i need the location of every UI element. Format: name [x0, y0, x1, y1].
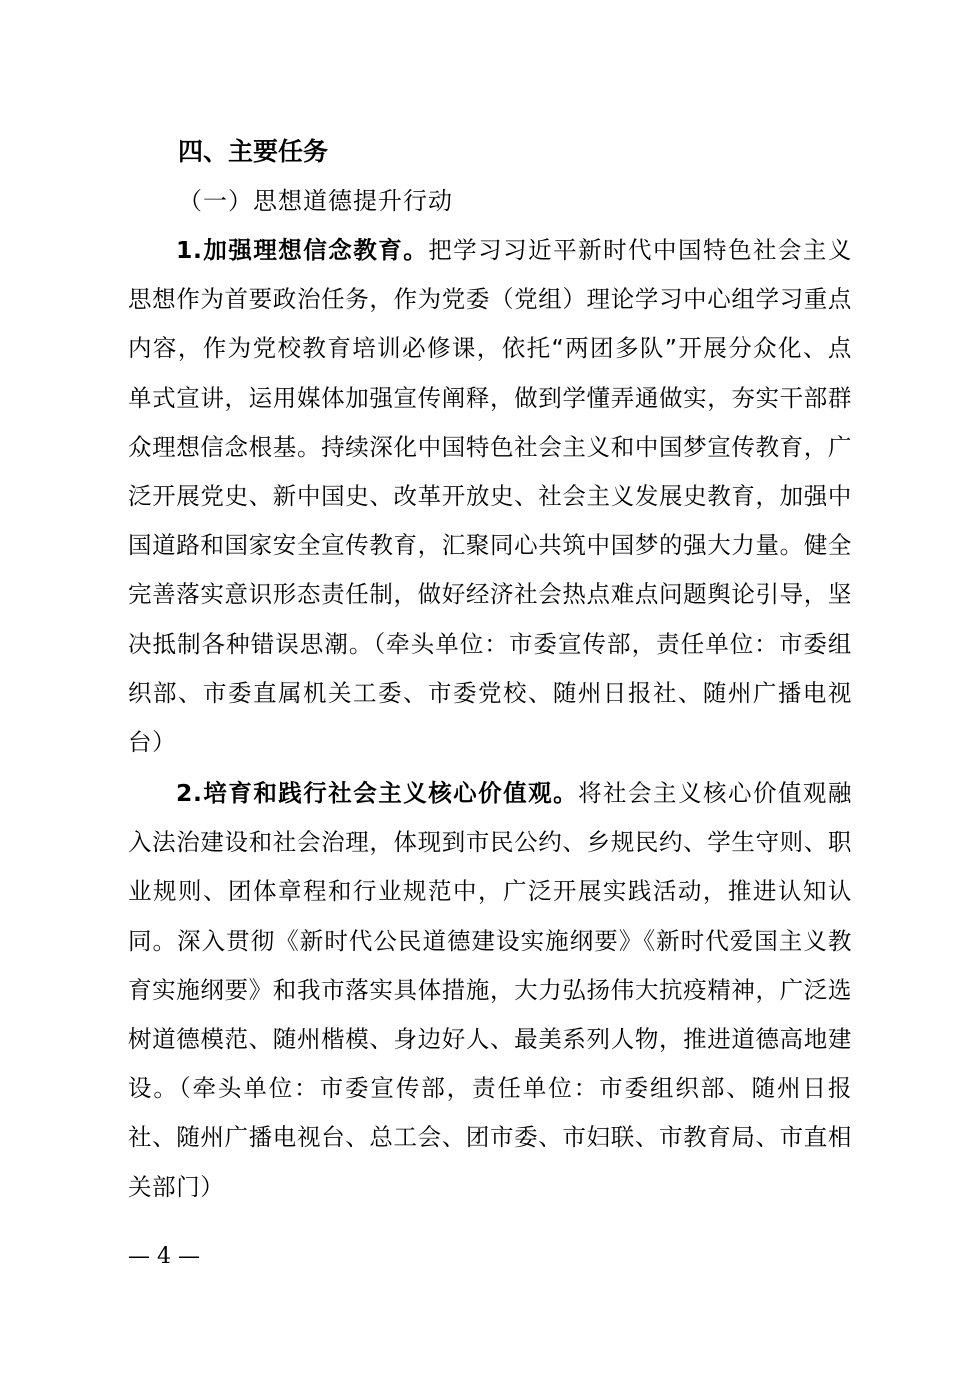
paragraph-1-body: 把学习习近平新时代中国特色社会主义思想作为首要政治任务，作为党委（党组）理论学习中心组学习重点内容，作为党校教育培训必修课，依托“两团多队”开展分众化、点单式宣讲，运用媒体加强宣传阐释，做到学懂弄通做实，夯实干部群众理想信念根基。持续深化中国特色社会主义和中国梦宣传教育，广泛开展党史、新中国史、改革开放史、社会主义发展史教育，加强中国道路和国家安全宣传教育，汇聚同心共筑中国梦的强大力量。健全完善落实意识形态责任制，做好经济社会热点难点问题舆论引导，坚决抵制各种错误思潮。（牵头单位：市委宣传部，责任单位：市委组织部、市委直属机关工委、市委党校、随州日报社、随州广播电视台） — [128, 236, 852, 757]
section-heading: 四、主要任务 — [178, 137, 329, 166]
paragraph-2 — [128, 769, 852, 1212]
page-number: — 4 — — [128, 1244, 200, 1269]
paragraph-1-title: 1.加强理想信念教育。 — [176, 236, 429, 264]
paragraph-2-body: 将社会主义核心价值观融入法治建设和社会治理，体现到市民公约、乡规民约、学生守则、职业规则、团体章程和行业规范中，广泛开展实践活动，推进认知认同。深入贯彻《新时代公民道德建设实施纲要》《新时代爱国主义教育实施纲要》和我市落实具体措施，大力弘扬伟大抗疫精神，广泛选树道德模范、随州楷模、身边好人、最美系列人物，推进道德高地建设。（牵头单位：市委宣传部，责任单位：市委组织部、随州日报社、随州广播电视台、总工会、团市委、市妇联、市教育局、市直相关部门） — [128, 779, 852, 1201]
paragraph-1 — [128, 226, 852, 767]
subsection-heading: （一）思想道德提升行动 — [178, 187, 453, 215]
paragraph-2-title: 2.培育和践行社会主义核心价值观。 — [176, 779, 579, 807]
